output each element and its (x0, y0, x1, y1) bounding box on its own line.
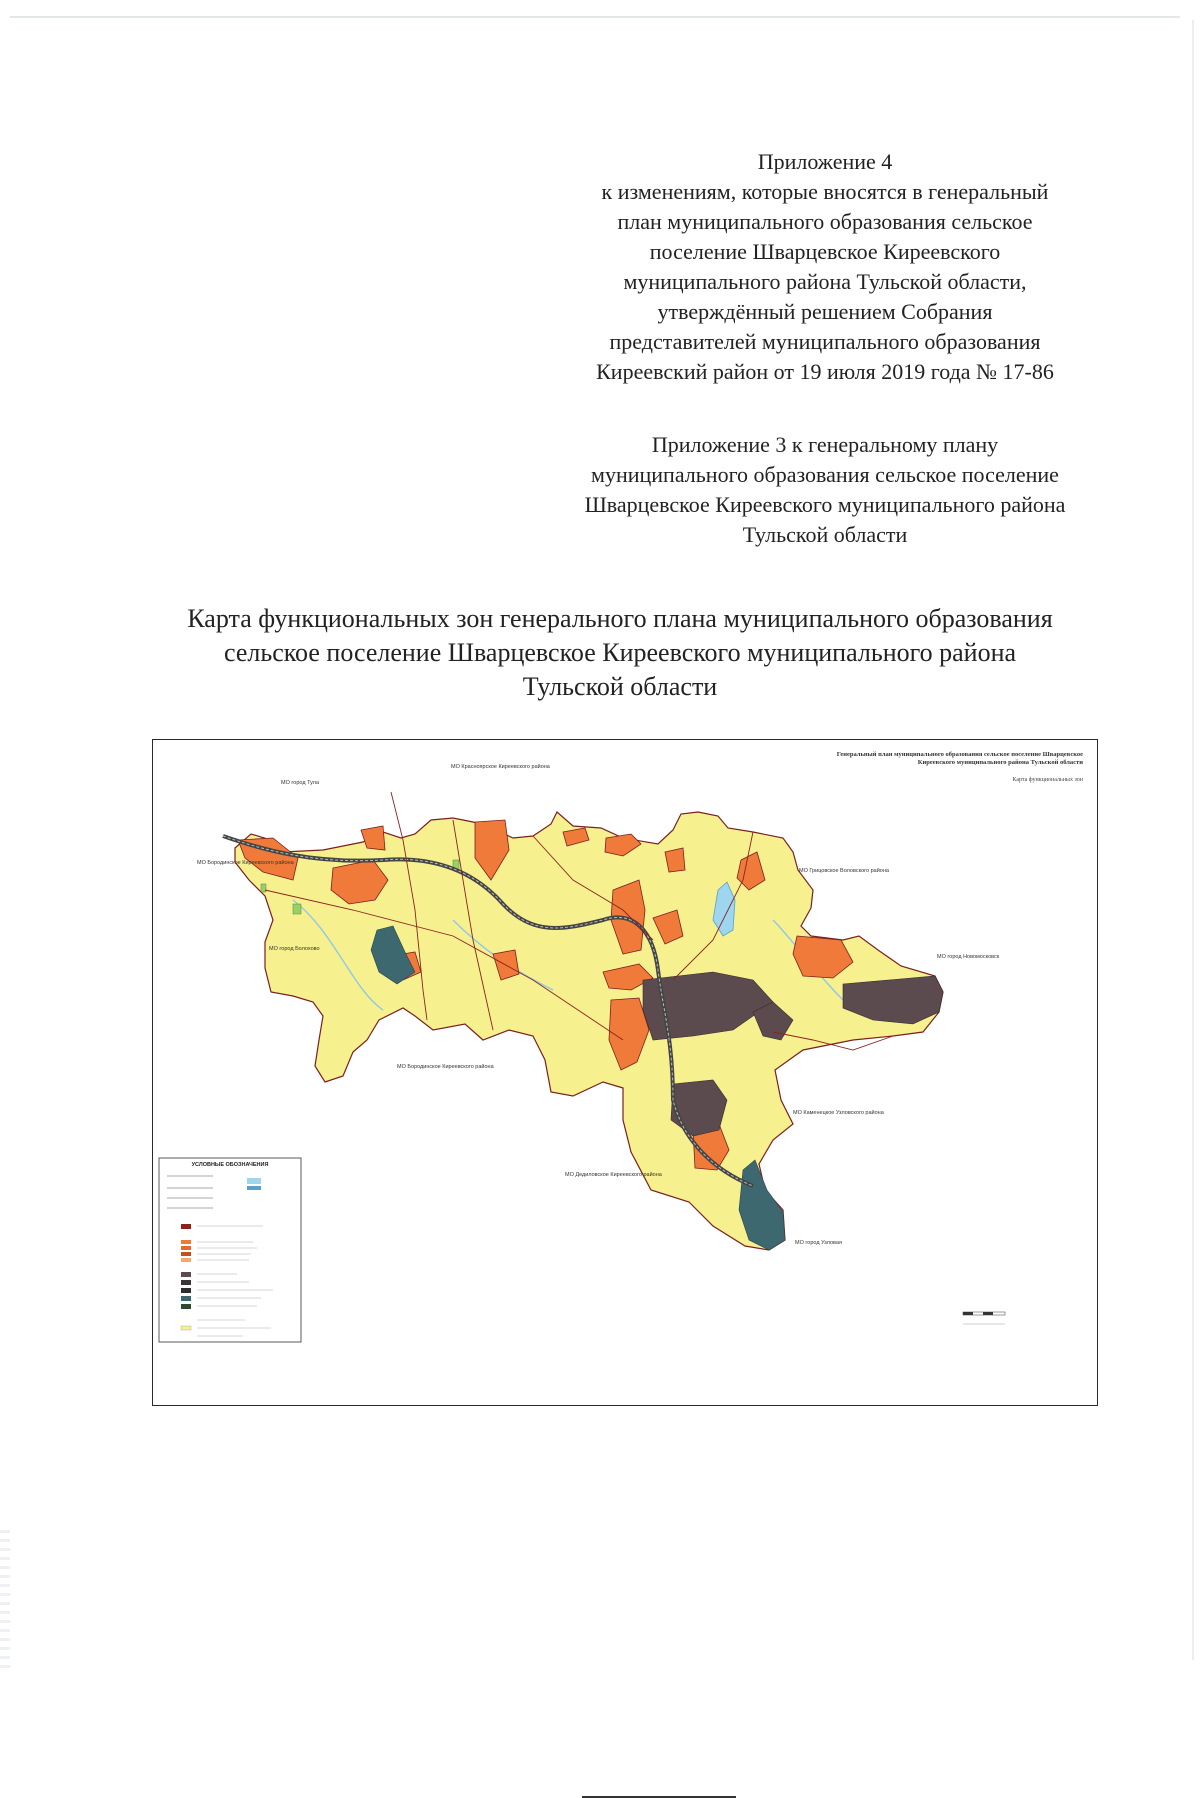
map-canvas (153, 740, 1099, 1407)
appendix-3-line: муниципального образования сельское поселение (591, 462, 1059, 487)
map-title (130, 602, 1110, 704)
neighbor-label: МО город Болохово (269, 946, 320, 952)
appendix-4-line: Приложение 4 (757, 149, 893, 174)
neighbor-label: МО город Новомосковск (937, 954, 1000, 960)
appendix-3-block (540, 430, 1110, 550)
appendix-4-line: план муниципального образования сельское (617, 209, 1033, 234)
neighbor-label: МО город Тула (281, 780, 320, 786)
map-title-line: Карта функциональных зон генерального плана муниципального образования (187, 604, 1053, 633)
appendix-4-line: к изменениям, которые вносятся в генеральный (601, 179, 1049, 204)
neighbor-label: МО Дедиловское Киреевского района (565, 1172, 662, 1178)
scale-bar (963, 1312, 1005, 1324)
appendix-4-line: поселение Шварцевское Киреевского (649, 239, 1001, 264)
scan-edge-marks (0, 1530, 10, 1670)
neighbor-label: МО Грицовское Воловского района (799, 868, 889, 874)
appendix-3-line: Тульской области (742, 522, 908, 547)
neighbor-label: МО Каменецкое Узловского района (793, 1110, 884, 1116)
neighbor-label: МО Бородинское Киреевского района (197, 860, 294, 866)
map-header-subtitle: Карта функциональных зон (1012, 777, 1083, 783)
appendix-4-line: утверждённый решением Собрания (657, 299, 993, 324)
map-title-line: сельское поселение Шварцевское Киреевского муниципального района (223, 638, 1017, 667)
map-header-line2: Киреевского муниципального района Тульской области (917, 759, 1083, 766)
appendix-4-line: представителей муниципального образования (609, 329, 1041, 354)
appendix-4-line: муниципального района Тульской области, (623, 269, 1027, 294)
appendix-4-line: Киреевский район от 19 июля 2019 года № 17-86 (596, 359, 1054, 384)
neighbor-label: МО Бородинское Киреевского района (397, 1064, 494, 1070)
appendix-4-block (540, 147, 1110, 387)
appendix-3-line: Приложение 3 к генеральному плану (651, 432, 999, 457)
map-legend (159, 1158, 301, 1342)
map-title-line: Тульской области (522, 672, 718, 701)
scan-edge-right (1192, 20, 1194, 1660)
neighbor-label: МО город Узловая (795, 1240, 842, 1246)
functional-zones-map (152, 739, 1098, 1406)
scan-edge-top (10, 16, 1180, 18)
neighbor-label: МО Красноярское Киреевского района (451, 764, 550, 770)
appendix-3-line: Шварцевское Киреевского муниципального района (584, 492, 1066, 517)
legend-title: УСЛОВНЫЕ ОБОЗНАЧЕНИЯ (191, 1162, 269, 1168)
map-header-line1: Генеральный план муниципального образования сельское поселение Шварцевское (836, 751, 1083, 758)
